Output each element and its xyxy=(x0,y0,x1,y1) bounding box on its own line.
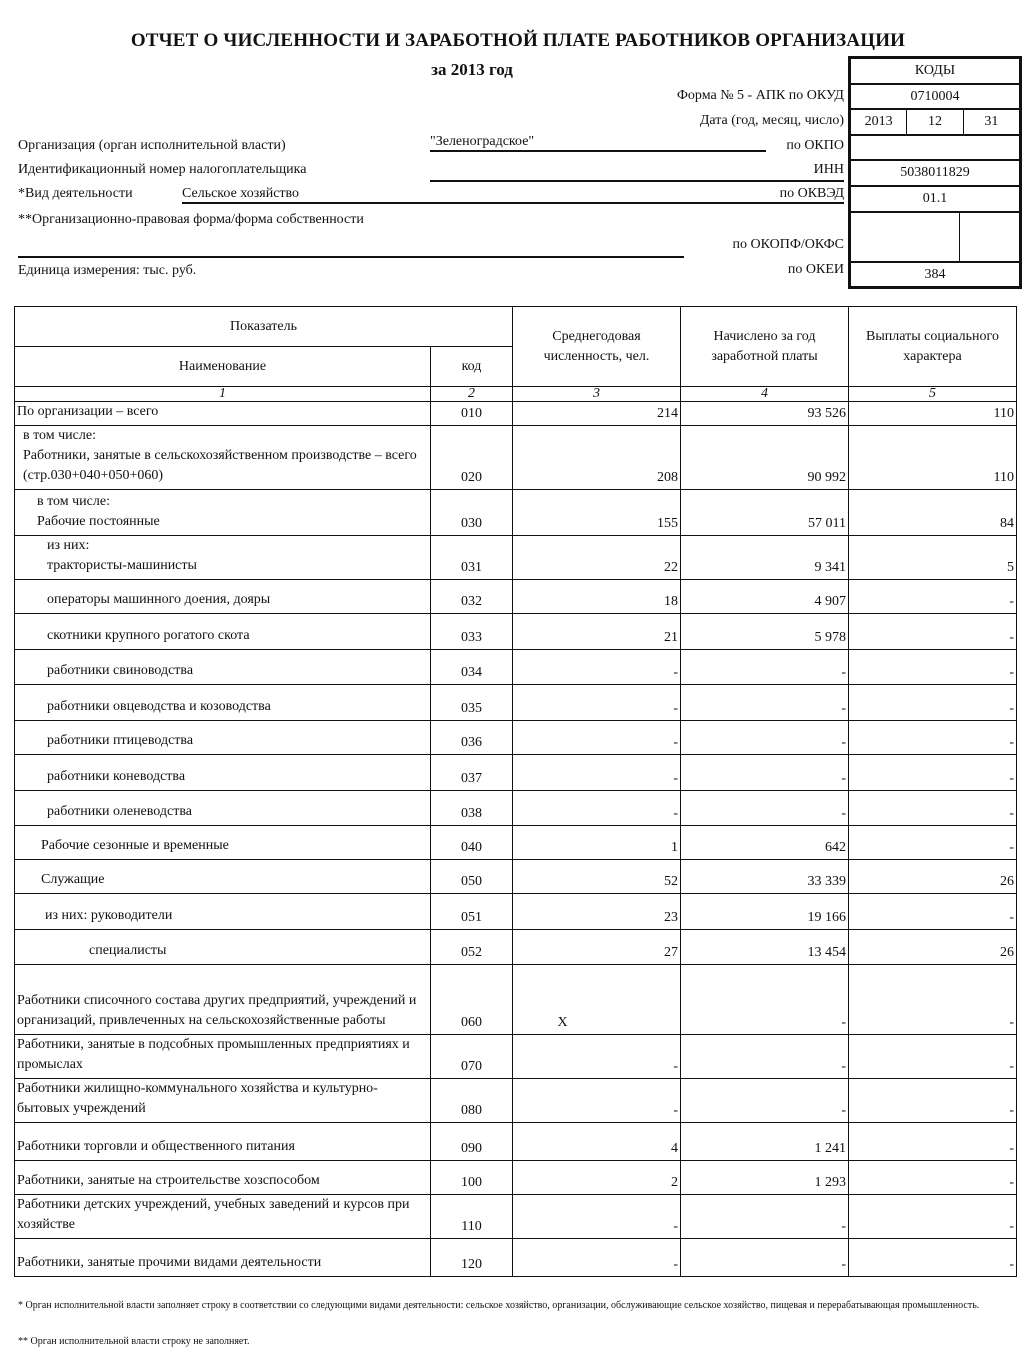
codes-header: КОДЫ xyxy=(914,63,956,78)
date-day: 31 xyxy=(963,110,1019,134)
row-code: 060 xyxy=(431,965,513,1035)
row-avg-headcount: - xyxy=(513,1239,681,1277)
row-avg-headcount: X xyxy=(513,965,681,1035)
table-row xyxy=(15,930,1017,965)
table-row xyxy=(15,965,1017,1035)
row-accrued-wages: - xyxy=(681,650,849,685)
row-name: из них: трактористы-машинисты xyxy=(15,536,431,580)
row-name: Работники, занятые в подсобных промышленных предприятиях и промыслах xyxy=(15,1035,431,1079)
activity-label: *Вид деятельности xyxy=(18,186,133,201)
row-code: 035 xyxy=(431,685,513,721)
row-avg-headcount: 214 xyxy=(513,402,681,426)
table-row xyxy=(15,1079,1017,1123)
table-row xyxy=(15,1161,1017,1195)
row-name: работники овцеводства и козоводства xyxy=(15,685,431,721)
okud-code: 0710004 xyxy=(910,88,960,104)
row-social-payments: - xyxy=(849,755,1017,791)
activity-value: Сельское хозяйство xyxy=(182,186,844,204)
row-social-payments: - xyxy=(849,1035,1017,1079)
row-avg-headcount: - xyxy=(513,685,681,721)
row-social-payments: - xyxy=(849,894,1017,930)
row-code: 037 xyxy=(431,755,513,791)
index-cell: 4 xyxy=(681,387,849,402)
row-code: 030 xyxy=(431,490,513,536)
row-name: скотники крупного рогатого скота xyxy=(15,614,431,650)
row-avg-headcount: - xyxy=(513,650,681,685)
row-name: Служащие xyxy=(15,860,431,894)
okved-code: 01.1 xyxy=(922,190,948,206)
row-social-payments: - xyxy=(849,614,1017,650)
row-avg-headcount: 27 xyxy=(513,930,681,965)
table-row xyxy=(15,721,1017,755)
row-avg-headcount: - xyxy=(513,721,681,755)
row-accrued-wages: 642 xyxy=(681,826,849,860)
row-social-payments: - xyxy=(849,1161,1017,1195)
okved-label: по ОКВЭД xyxy=(779,186,844,201)
head-name: Наименование xyxy=(15,347,431,387)
okud-label: Форма № 5 - АПК по ОКУД xyxy=(676,88,844,103)
date-month: 12 xyxy=(906,110,962,134)
table-row xyxy=(15,1123,1017,1161)
row-accrued-wages: 4 907 xyxy=(681,580,849,614)
row-avg-headcount: - xyxy=(513,791,681,826)
row-accrued-wages: 33 339 xyxy=(681,860,849,894)
row-code: 036 xyxy=(431,721,513,755)
footnote-1: * Орган исполнительной власти заполняет строку в соответствии со следующими видами деятельности: сельское хозяйство, организации, обслуживающие сельское хозяйство, пищевая и перерабатывающая промышленность. xyxy=(18,1300,980,1311)
row-code: 080 xyxy=(431,1079,513,1123)
row-accrued-wages: 57 011 xyxy=(681,490,849,536)
row-social-payments: - xyxy=(849,791,1017,826)
row-social-payments: - xyxy=(849,650,1017,685)
row-name: работники птицеводства xyxy=(15,721,431,755)
row-accrued-wages: - xyxy=(681,1035,849,1079)
inn-label: Идентификационный номер налогоплательщика xyxy=(18,162,307,177)
row-name: специалисты xyxy=(15,930,431,965)
row-accrued-wages: 90 992 xyxy=(681,426,849,490)
okei-code: 384 xyxy=(924,266,946,282)
date-year: 2013 xyxy=(864,114,893,130)
row-social-payments: - xyxy=(849,580,1017,614)
row-name: работники оленеводства xyxy=(15,791,431,826)
index-cell: 2 xyxy=(431,387,513,402)
org-value: "Зеленоградское" xyxy=(430,134,766,152)
inn-code-label: ИНН xyxy=(813,162,844,177)
date-label: Дата (год, месяц, число) xyxy=(699,113,844,128)
row-name: Работники, занятые на строительстве хозспособом xyxy=(15,1161,431,1195)
row-social-payments: - xyxy=(849,685,1017,721)
row-accrued-wages: - xyxy=(681,1195,849,1239)
okei-label: по ОКЕИ xyxy=(787,262,844,277)
row-name: работники коневодства xyxy=(15,755,431,791)
row-social-payments: 110 xyxy=(849,402,1017,426)
row-name: Работники, занятые прочими видами деятельности xyxy=(15,1239,431,1277)
row-accrued-wages: - xyxy=(681,1239,849,1277)
row-avg-headcount: 2 xyxy=(513,1161,681,1195)
row-accrued-wages: - xyxy=(681,721,849,755)
table-row xyxy=(15,426,1017,490)
table-row xyxy=(15,791,1017,826)
row-name: в том числе: Рабочие постоянные xyxy=(15,490,431,536)
row-accrued-wages: - xyxy=(681,755,849,791)
table-row xyxy=(15,860,1017,894)
inn-line xyxy=(430,166,844,182)
row-code: 100 xyxy=(431,1161,513,1195)
row-avg-headcount: - xyxy=(513,1035,681,1079)
table-row xyxy=(15,536,1017,580)
unit-label: Единица измерения: тыс. руб. xyxy=(18,263,197,278)
table-row xyxy=(15,650,1017,685)
row-code: 090 xyxy=(431,1123,513,1161)
row-avg-headcount: 23 xyxy=(513,894,681,930)
org-label: Организация (орган исполнительной власти) xyxy=(18,138,286,153)
row-code: 032 xyxy=(431,580,513,614)
row-avg-headcount: - xyxy=(513,1079,681,1123)
row-avg-headcount: 21 xyxy=(513,614,681,650)
row-accrued-wages: - xyxy=(681,965,849,1035)
row-name: работники свиноводства xyxy=(15,650,431,685)
footnote-2: ** Орган исполнительной власти строку не заполняет. xyxy=(18,1336,250,1347)
row-code: 120 xyxy=(431,1239,513,1277)
okfs-code xyxy=(959,213,1019,261)
row-code: 051 xyxy=(431,894,513,930)
row-avg-headcount: 52 xyxy=(513,860,681,894)
row-avg-headcount: 1 xyxy=(513,826,681,860)
row-social-payments: - xyxy=(849,826,1017,860)
row-name: операторы машинного доения, дояры xyxy=(15,580,431,614)
index-cell: 3 xyxy=(513,387,681,402)
row-social-payments: - xyxy=(849,1079,1017,1123)
report-period: за 2013 год xyxy=(431,60,513,79)
row-name: По организации – всего xyxy=(15,402,431,426)
okpo-code xyxy=(851,136,1019,160)
row-code: 070 xyxy=(431,1035,513,1079)
okopf-label: по ОКОПФ/ОКФС xyxy=(732,237,844,252)
row-name: Работники списочного состава других предприятий, учреждений и организаций, привлеченных на сельскохозяйственные работы xyxy=(15,965,431,1035)
row-code: 033 xyxy=(431,614,513,650)
head-avg: Среднегодовая численность, чел. xyxy=(513,307,681,387)
row-social-payments: 26 xyxy=(849,930,1017,965)
row-social-payments: 110 xyxy=(849,426,1017,490)
okopf-code xyxy=(851,213,959,261)
table-row xyxy=(15,490,1017,536)
row-avg-headcount: - xyxy=(513,755,681,791)
row-name: Работники торговли и общественного питания xyxy=(15,1123,431,1161)
row-social-payments: 5 xyxy=(849,536,1017,580)
head-code: код xyxy=(431,347,513,387)
row-code: 050 xyxy=(431,860,513,894)
row-accrued-wages: - xyxy=(681,685,849,721)
row-code: 034 xyxy=(431,650,513,685)
row-accrued-wages: 5 978 xyxy=(681,614,849,650)
row-avg-headcount: 18 xyxy=(513,580,681,614)
head-indicator: Показатель xyxy=(15,307,513,347)
codes-box xyxy=(848,56,1022,289)
table-row xyxy=(15,402,1017,426)
row-code: 110 xyxy=(431,1195,513,1239)
row-name: Рабочие сезонные и временные xyxy=(15,826,431,860)
row-accrued-wages: 19 166 xyxy=(681,894,849,930)
row-avg-headcount: 155 xyxy=(513,490,681,536)
row-code: 031 xyxy=(431,536,513,580)
table-row xyxy=(15,614,1017,650)
row-code: 020 xyxy=(431,426,513,490)
legal-form-label: **Организационно-правовая форма/форма собственности xyxy=(18,212,364,227)
row-avg-headcount: 22 xyxy=(513,536,681,580)
row-avg-headcount: - xyxy=(513,1195,681,1239)
table-row xyxy=(15,894,1017,930)
row-code: 040 xyxy=(431,826,513,860)
row-name: из них: руководители xyxy=(15,894,431,930)
row-name: в том числе: Работники, занятые в сельскохозяйственном производстве – всего (стр.030+040+050+060) xyxy=(15,426,431,490)
table-row xyxy=(15,755,1017,791)
legal-form-line xyxy=(18,242,684,258)
head-social: Выплаты социального характера xyxy=(849,307,1017,387)
index-cell: 5 xyxy=(849,387,1017,402)
table-body xyxy=(15,402,1017,1277)
head-accrued: Начислено за год заработной платы xyxy=(681,307,849,387)
row-avg-headcount: 208 xyxy=(513,426,681,490)
row-code: 010 xyxy=(431,402,513,426)
table-row xyxy=(15,1035,1017,1079)
report-title: ОТЧЕТ О ЧИСЛЕННОСТИ И ЗАРАБОТНОЙ ПЛАТЕ РАБОТНИКОВ ОРГАНИЗАЦИИ xyxy=(130,30,906,51)
row-social-payments: 84 xyxy=(849,490,1017,536)
row-name: Работники жилищно-коммунального хозяйства и культурно-бытовых учреждений xyxy=(15,1079,431,1123)
row-accrued-wages: - xyxy=(681,791,849,826)
row-accrued-wages: 93 526 xyxy=(681,402,849,426)
inn-code: 5038011829 xyxy=(900,165,970,181)
row-code: 038 xyxy=(431,791,513,826)
row-name: Работники детских учреждений, учебных заведений и курсов при хозяйстве xyxy=(15,1195,431,1239)
table-row xyxy=(15,1195,1017,1239)
row-social-payments: - xyxy=(849,1195,1017,1239)
table-row xyxy=(15,1239,1017,1277)
row-accrued-wages: 9 341 xyxy=(681,536,849,580)
table-row xyxy=(15,685,1017,721)
row-social-payments: - xyxy=(849,721,1017,755)
row-social-payments: - xyxy=(849,1239,1017,1277)
row-social-payments: - xyxy=(849,1123,1017,1161)
row-social-payments: 26 xyxy=(849,860,1017,894)
index-cell: 1 xyxy=(15,387,431,402)
row-accrued-wages: 1 293 xyxy=(681,1161,849,1195)
row-code: 052 xyxy=(431,930,513,965)
row-accrued-wages: - xyxy=(681,1079,849,1123)
row-accrued-wages: 13 454 xyxy=(681,930,849,965)
row-avg-headcount: 4 xyxy=(513,1123,681,1161)
row-accrued-wages: 1 241 xyxy=(681,1123,849,1161)
row-social-payments: - xyxy=(849,965,1017,1035)
okpo-label: по ОКПО xyxy=(786,138,844,153)
data-table xyxy=(14,306,1017,1277)
table-row xyxy=(15,826,1017,860)
table-row xyxy=(15,580,1017,614)
